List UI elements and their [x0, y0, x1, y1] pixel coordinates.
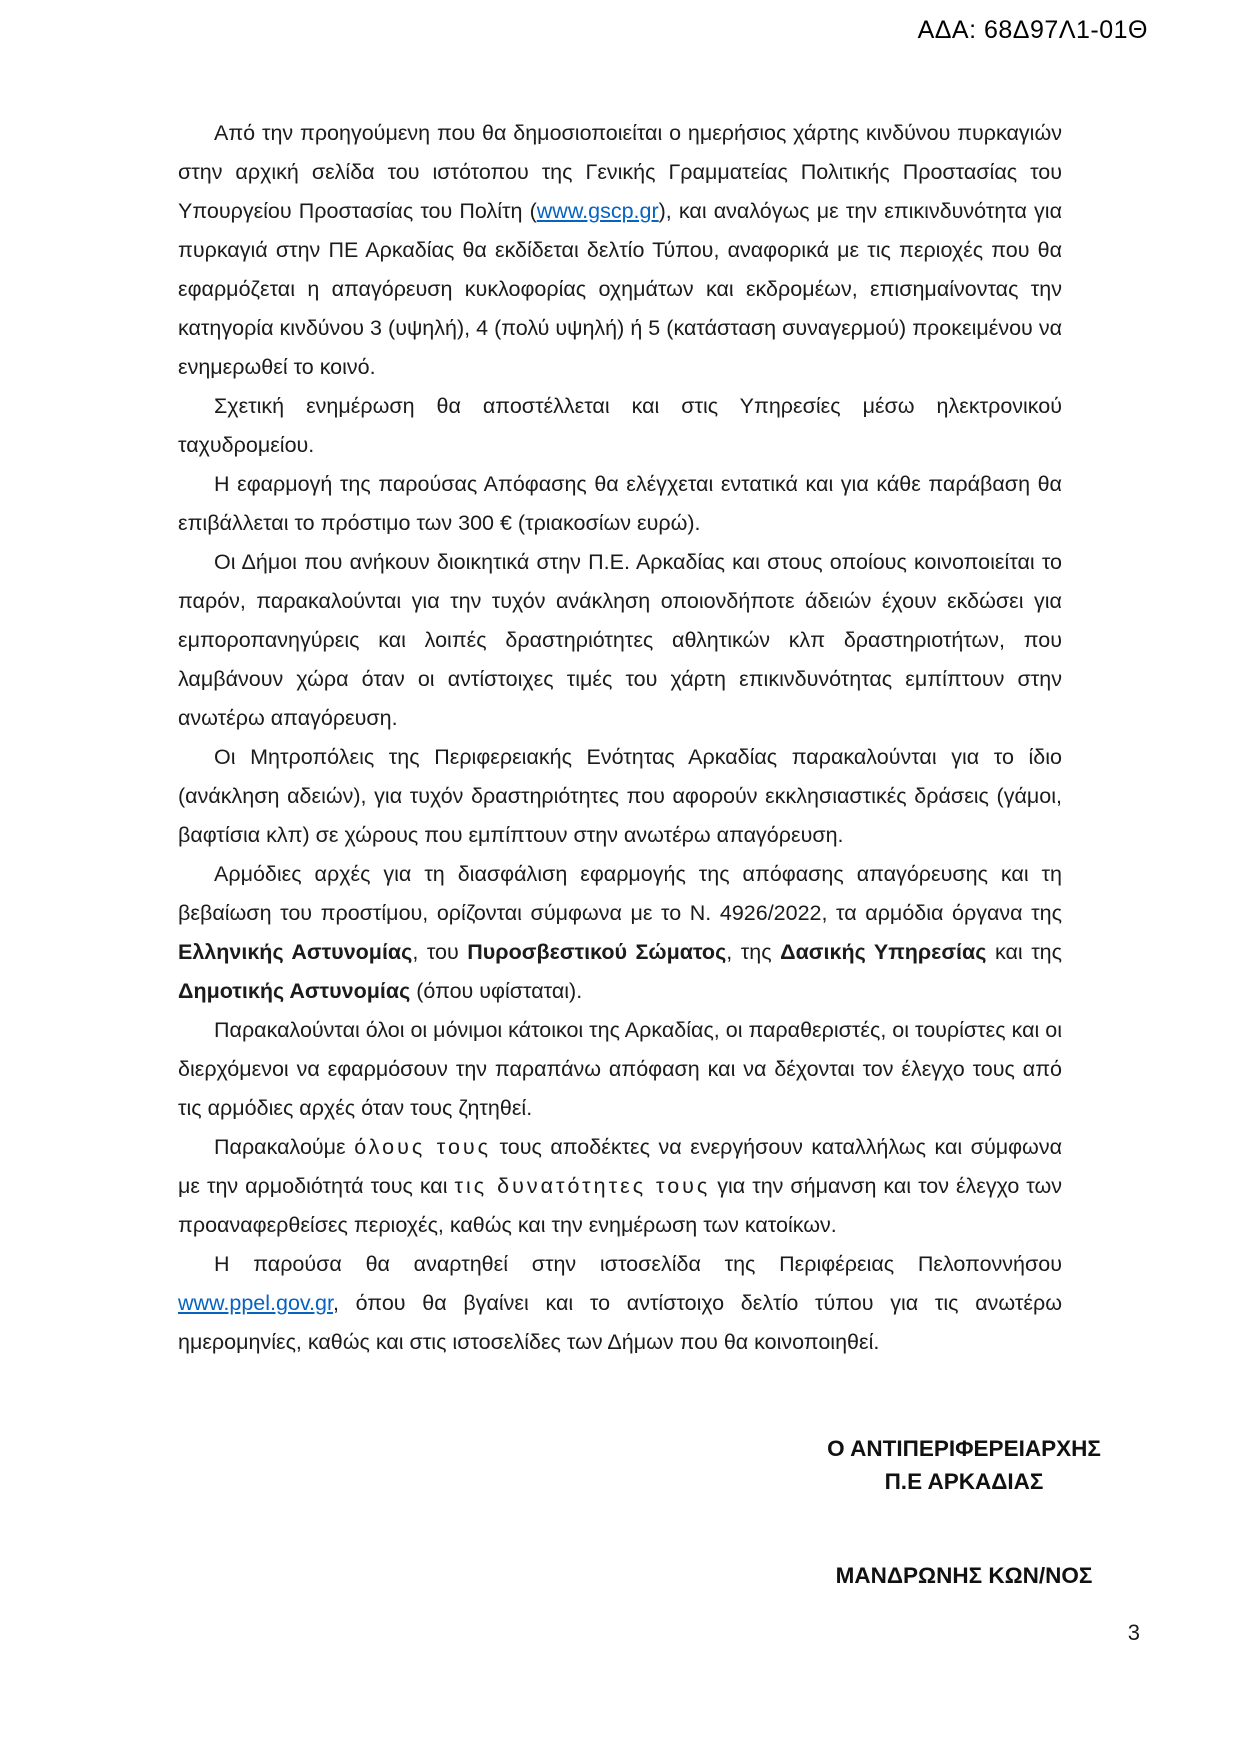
- text-run: όλους τους: [354, 1135, 492, 1159]
- text-run: Πυροσβεστικού Σώματος: [467, 940, 727, 964]
- paragraph: [178, 387, 1062, 465]
- text-run: για την σήμανση και τον έλεγχο των προαναφερθείσες περιοχές, καθώς και την ενημέρωση των κατοίκων.: [178, 1174, 1062, 1237]
- text-run: (όπου υφίσταται).: [410, 979, 583, 1003]
- text-run: , της: [726, 940, 781, 964]
- signatory-title-line2: Π.Ε ΑΡΚΑΔΙΑΣ: [884, 1469, 1044, 1494]
- hyperlink[interactable]: www.gscp.gr: [536, 199, 659, 223]
- text-run: Ελληνικής Αστυνομίας: [178, 940, 413, 964]
- text-run: Παρακαλούνται όλοι οι μόνιμοι κάτοικοι της Αρκαδίας, οι παραθεριστές, οι τουρίστες και οι διερχόμενοι να εφαρμόσουν την παραπάνω απόφαση και να δέχονται τον έλεγχο τους από τις αρμόδιες αρχές όταν τους ζητηθεί.: [178, 1018, 1062, 1120]
- page-number: 3: [1127, 1620, 1140, 1645]
- paragraph: [178, 855, 1062, 1011]
- text-run: , όπου θα βγαίνει και το αντίστοιχο δελτίο τύπου για τις ανωτέρω ημερομηνίες, καθώς και στις ιστοσελίδες των Δήμων που θα κοινοποιηθεί.: [178, 1291, 1062, 1354]
- paragraph: [178, 738, 1062, 855]
- signature-block: [752, 1432, 1176, 1592]
- paragraph: [178, 465, 1062, 543]
- document-paragraphs: [178, 114, 1062, 1362]
- ada-code-header: ΑΔΑ: 68Δ97Λ1-01Θ: [917, 16, 1148, 44]
- text-run: Δασικής Υπηρεσίας: [780, 940, 987, 964]
- text-run: Αρμόδιες αρχές για τη διασφάλιση εφαρμογής της απόφασης απαγόρευσης και τη βεβαίωση του προστίμου, ορίζονται σύμφωνα με το Ν. 4926/2022, τα αρμόδια όργανα της: [178, 862, 1062, 925]
- text-run: Οι Μητροπόλεις της Περιφερειακής Ενότητας Αρκαδίας παρακαλούνται για το ίδιο (ανάκληση αδειών), για τυχόν δραστηριότητες που αφορούν εκκλησιαστικές δράσεις (γάμοι, βαφτίσια κλπ) σε χώρους που εμπίπτουν στην ανωτέρω απαγόρευση.: [178, 745, 1062, 847]
- text-run: τις δυνατότητες τους: [454, 1174, 711, 1198]
- text-run: τους αποδέκτες να ενεργήσουν καταλλήλως και σύμφωνα με την αρμοδιότητά τους και: [178, 1135, 1062, 1198]
- text-run: Η παρούσα θα αναρτηθεί στην ιστοσελίδα της Περιφέρειας Πελοποννήσου: [214, 1252, 1062, 1276]
- text-run: Από την προηγούμενη που θα δημοσιοποιείται ο ημερήσιος χάρτης κινδύνου πυρκαγιών στην αρχική σελίδα του ιστότοπου της Γενικής Γραμματείας Πολιτικής Προστασίας του Υπουργείου Προστασίας του Πολίτη (: [178, 121, 1062, 223]
- text-run: Η εφαρμογή της παρούσας Απόφασης θα ελέγχεται εντατικά και για κάθε παράβαση θα επιβάλλεται το πρόστιμο των 300 € (τριακοσίων ευρώ).: [178, 472, 1062, 535]
- paragraph: [178, 114, 1062, 387]
- text-run: Δημοτικής Αστυνομίας: [178, 979, 411, 1003]
- paragraph: [178, 1011, 1062, 1128]
- text-run: Παρακαλούμε: [214, 1135, 355, 1159]
- paragraph: [178, 1128, 1062, 1245]
- signatory-name: ΜΑΝΔΡΩΝΗΣ ΚΩΝ/ΝΟΣ: [835, 1563, 1093, 1588]
- text-run: ), και αναλόγως με την επικινδυνότητα για πυρκαγιά στην ΠΕ Αρκαδίας θα εκδίδεται δελτίο Τύπου, αναφορικά με τις περιοχές που θα εφαρμόζεται η απαγόρευση κυκλοφορίας οχημάτων και εκδρομέων, επισημαίνοντας την κατηγορία κινδύνου 3 (υψηλή), 4 (πολύ υψηλή) ή 5 (κατάσταση συναγερμού) προκειμένου να ενημερωθεί το κοινό.: [178, 199, 1062, 379]
- hyperlink[interactable]: www.ppel.gov.gr: [178, 1291, 333, 1315]
- text-run: Οι Δήμοι που ανήκουν διοικητικά στην Π.Ε. Αρκαδίας και στους οποίους κοινοποιείται το παρόν, παρακαλούνται για την τυχόν ανάκληση οποιονδήποτε άδειών έχουν εκδώσει για εμποροπανηγύρεις και λοιπές δραστηριότητες αθλητικών κλπ δραστηριοτήτων, που λαμβάνουν χώρα όταν οι αντίστοιχες τιμές του χάρτη επικινδυνότητας εμπίπτουν στην ανωτέρω απαγόρευση.: [178, 550, 1062, 730]
- text-run: , του: [412, 940, 468, 964]
- paragraph: [178, 1245, 1062, 1362]
- text-run: και της: [986, 940, 1063, 964]
- text-run: Σχετική ενημέρωση θα αποστέλλεται και στις Υπηρεσίες μέσω ηλεκτρονικού ταχυδρομείου.: [178, 394, 1062, 457]
- paragraph: [178, 543, 1062, 738]
- signatory-title-line1: Ο ΑΝΤΙΠΕΡΙΦΕΡΕΙΑΡΧΗΣ: [827, 1436, 1101, 1461]
